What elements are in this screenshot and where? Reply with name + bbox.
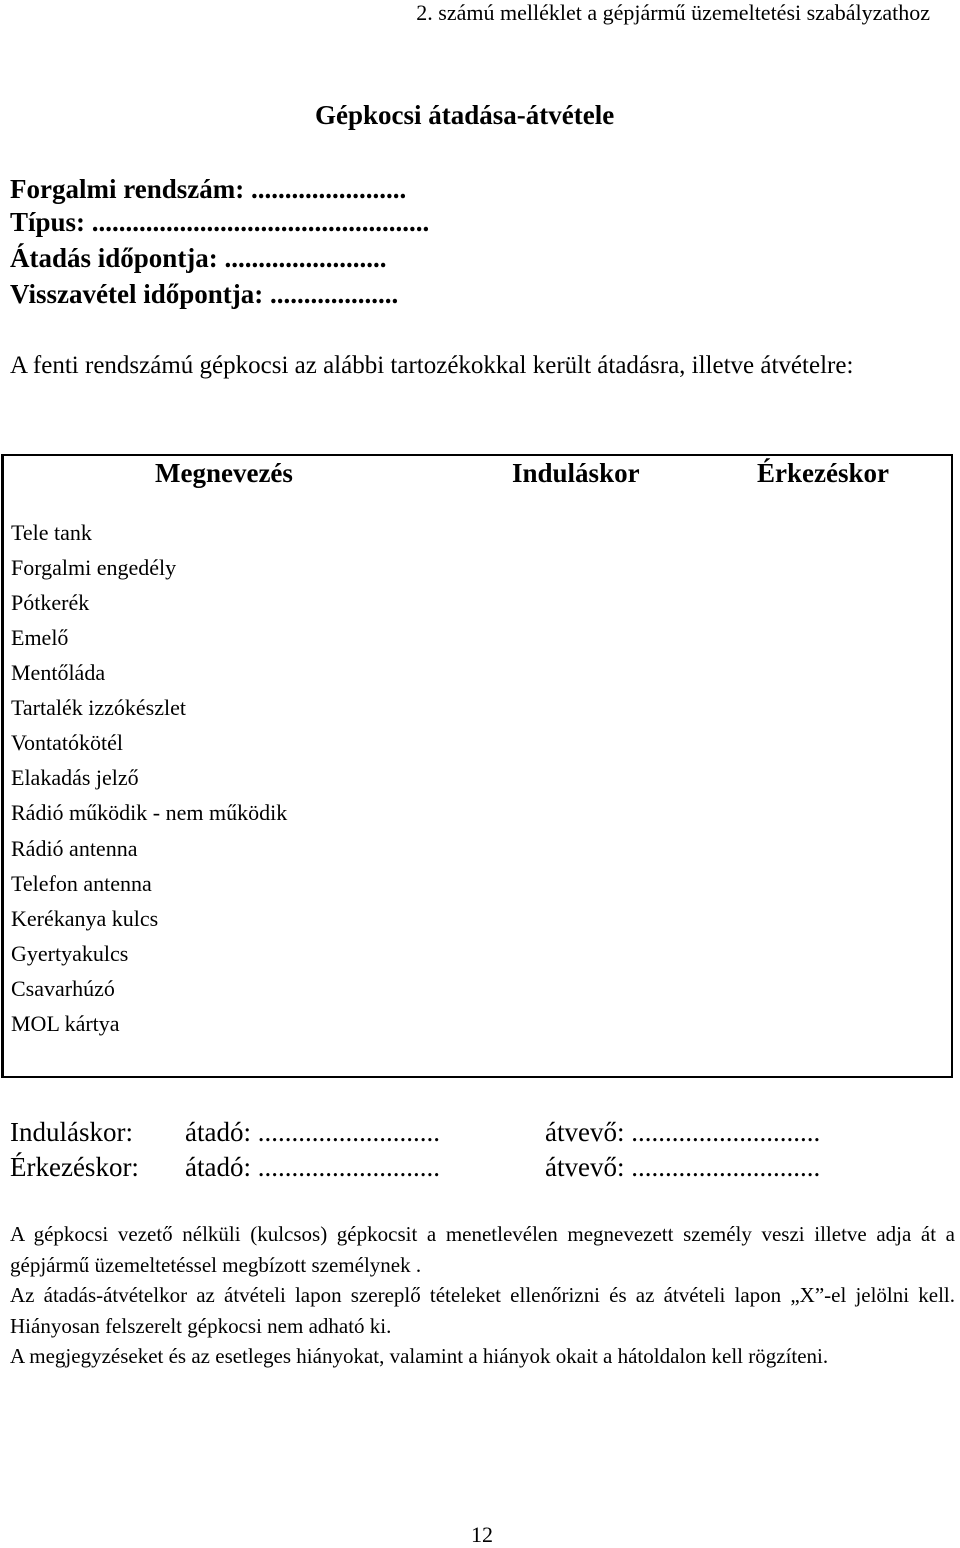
- signature-departure-giver: átadó: ...........................: [185, 1117, 440, 1147]
- column-header-name: Megnevezés: [155, 458, 293, 488]
- instruction-paragraph: A gépkocsi vezető nélküli (kulcsos) gépkocsit a menetlevélen megnevezett személy veszi illetve adja át a gépjármű üzemeltetéssel megbízott személynek .: [10, 1222, 955, 1277]
- document-title: Gépkocsi átadása-átvétele: [315, 100, 615, 130]
- table-row-item: Gyertyakulcs: [11, 941, 129, 966]
- column-header-departure: Induláskor: [512, 458, 640, 488]
- accessories-table: [1, 454, 953, 1078]
- table-row-item: Rádió antenna: [11, 836, 138, 861]
- table-row-item: Csavarhúzó: [11, 976, 115, 1001]
- signature-arrival-label: Érkezéskor:: [10, 1152, 139, 1182]
- field-type: Típus: ..................................................: [10, 207, 430, 237]
- instruction-paragraph: A megjegyzéseket és az esetleges hiányokat, valamint a hiányok okait a hátoldalon kell rögzíteni.: [10, 1344, 829, 1368]
- column-header-arrival: Érkezéskor: [757, 458, 889, 488]
- table-row-item: MOL kártya: [11, 1011, 120, 1036]
- page-number: 12: [471, 1522, 493, 1547]
- field-return-time: Visszavétel időpontja: ...................: [10, 279, 399, 309]
- table-row-item: Forgalmi engedély: [11, 555, 177, 580]
- field-handover-time: Átadás időpontja: ........................: [10, 243, 387, 273]
- field-license-plate: Forgalmi rendszám: .......................: [10, 174, 407, 204]
- intro-text: A fenti rendszámú gépkocsi az alábbi tartozékokkal került átadásra, illetve átvételre:: [10, 352, 854, 379]
- signature-departure-label: Induláskor:: [10, 1117, 133, 1147]
- table-row-item: Tartalék izzókészlet: [11, 695, 186, 720]
- table-row-item: Telefon antenna: [11, 871, 152, 896]
- table-row-item: Rádió működik - nem működik: [11, 800, 288, 825]
- table-row-item: Tele tank: [11, 520, 92, 545]
- table-row-item: Elakadás jelző: [11, 765, 139, 790]
- signature-arrival-receiver: átvevő: ............................: [545, 1152, 821, 1182]
- table-row-item: Pótkerék: [11, 590, 90, 615]
- signature-departure-receiver: átvevő: ............................: [545, 1117, 821, 1147]
- signature-arrival-giver: átadó: ...........................: [185, 1152, 440, 1182]
- instruction-paragraph: Az átadás-átvételkor az átvételi lapon szereplő tételeket ellenőrizni és az átvételi lapon „X”-el jelölni kell. Hiányosan felszerelt gépkocsi nem adható ki.: [10, 1283, 955, 1338]
- table-row-item: Emelő: [11, 625, 69, 650]
- header-note: 2. számú melléklet a gépjármű üzemeltetési szabályzathoz: [416, 0, 930, 25]
- table-row-item: Vontatókötél: [11, 730, 124, 755]
- table-row-item: Kerékanya kulcs: [11, 906, 159, 931]
- table-row-item: Mentőláda: [11, 660, 106, 685]
